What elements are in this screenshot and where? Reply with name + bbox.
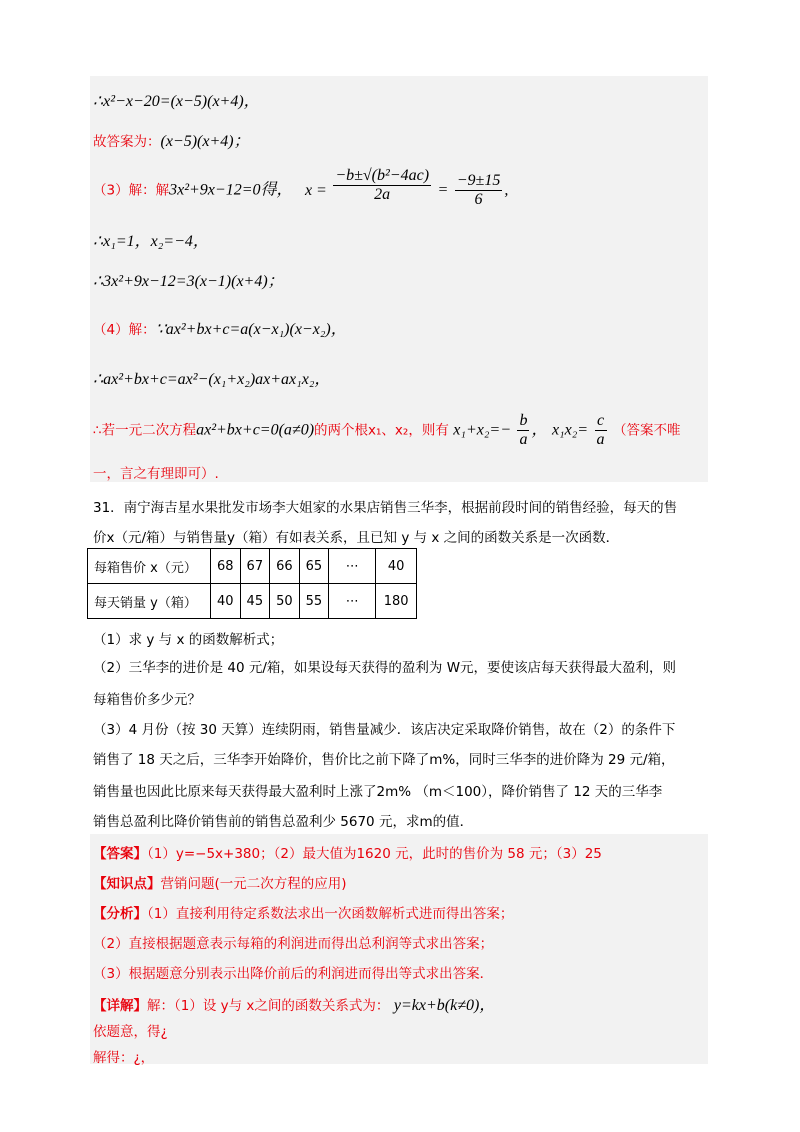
analysis-line-1 [93, 902, 513, 922]
line-factor-3: ∴3x²+9x−12=3(x−1)(x+4)； [93, 273, 284, 290]
numeric-fraction-denominator: 6 [474, 191, 483, 208]
part3-x-eq: x = [304, 181, 327, 199]
table-cell: 40 [211, 584, 241, 619]
line-conclusion-end: 一，言之有理即可）. [93, 466, 219, 482]
detail-line-1 [93, 992, 495, 1015]
quadratic-formula-numerator: −b±√(b²−4ac) [335, 167, 430, 184]
problem31-stem-2: 价x（元/箱）与销售量y（箱）有如表关系，且已知 y 与 x 之间的函数关系是一次函数． [93, 530, 620, 546]
conclusion-prefix: ∴若一元二次方程 [93, 422, 197, 439]
part4-label: （4）解： [93, 322, 156, 338]
detail-label: 【详解】 [93, 998, 147, 1014]
line-factor-result: ∴x²−x−20=(x−5)(x+4)， [93, 93, 260, 110]
analysis-line-3: （3）根据题意分别表示出降价前后的利润进而得出等式求出答案． [93, 966, 494, 982]
numeric-fraction-numerator: −9±15 [456, 172, 501, 189]
quadratic-formula-denominator: 2a [374, 186, 391, 203]
line-answer-is [93, 128, 250, 151]
detail-text-1: 解：（1）设 y与 x之间的函数关系式为： [147, 998, 390, 1014]
line-part4 [93, 316, 347, 339]
question-1: （1）求 y 与 x 的函数解析式； [93, 632, 284, 648]
detail-line-2: 依题意，得¿ [93, 1024, 168, 1040]
table-cell: 68 [211, 549, 241, 584]
table-cell: 180 [376, 584, 417, 619]
conclusion-sum: x₁+x₂=− [453, 421, 512, 439]
question-3-line-3: 销售量也因此比原来每天获得最大盈利时上涨了2m% （m＜100），降价销售了 12 天的三华李 [93, 784, 663, 800]
knowledge-label: 【知识点】 [93, 876, 161, 892]
table-cell: 55 [299, 584, 329, 619]
price-sales-table [87, 548, 417, 619]
knowledge-text: 营销问题(一元二次方程的应用) [160, 876, 347, 892]
part3-equation: 3x²+9x−12=0得， [169, 181, 293, 199]
analysis-line-2: （2）直接根据题意表示每箱的利润进而得出总利润等式求出答案； [93, 936, 494, 952]
question-2-line-2: 每箱售价多少元？ [93, 692, 201, 708]
detail-line-3: 解得：¿， [93, 1050, 155, 1066]
quadratic-formula-fraction [333, 167, 431, 204]
table-row [88, 549, 417, 584]
table-cell: ⋯ [329, 584, 376, 619]
sum-fraction: $\frac{b}{a}$ [519, 412, 528, 448]
line-expand: ∴ax²+bx+c=ax²−(x₁+x₂)ax+ax₁x₂， [93, 371, 331, 388]
question-2-line-1: （2）三华李的进价是 40 元/箱，如果设每天获得的盈利为 W元，要使该店每天获得最大盈利，则 [93, 660, 677, 676]
question-3-line-1: （3）4 月份（按 30 天算）连续阴雨，销售量减少．该店决定采取降价销售，故在（2）的条件下 [93, 722, 676, 738]
numeric-fraction [455, 172, 503, 209]
answer-is-math: (x−5)(x+4)； [160, 133, 250, 150]
answer-text: （1）y=−5x+380；（2）最大值为1620 元，此时的售价为 58 元；（3）25 [147, 846, 602, 862]
line-roots: ∴x₁=1，x₂=−4， [93, 233, 209, 250]
detail-equation: y=kx+b(k≠0)， [393, 997, 496, 1014]
line-part3: （3）解：解3x²+9x−12=0得， x = $\frac{\text{−b±√(b²−4ac)}}{2a}$ = $\frac{-9\pm 15}{6}$ , [93, 167, 509, 208]
table-cell: 每箱售价 x（元） [88, 549, 211, 584]
answer-label: 【答案】 [93, 846, 147, 862]
question-3-line-4: 销售总盈利比降价销售前的销售总盈利少 5670 元，求m的值． [93, 814, 474, 830]
table-cell: 65 [299, 549, 329, 584]
answer-is-label: 故答案为： [93, 134, 161, 150]
table-cell: 66 [270, 549, 300, 584]
table-cell: 45 [240, 584, 270, 619]
product-fraction: $\frac{c}{a}$ [596, 412, 605, 448]
line-conclusion: ∴若一元二次方程ax²+bx+c=0(a≠0)的两个根x₁、x₂，则有 x₁+x₂=− $\frac{b}{a}$ ， x₁x₂= $\frac{c}{a}$ （答案不唯 [93, 412, 681, 448]
question-3-line-2: 销售了 18 天之后，三华李开始降价，售价比之前下降了m%，同时三华李的进价降为 29 元/箱， [93, 752, 675, 768]
conclusion-product: x₁x₂= [551, 421, 589, 439]
table-cell: 50 [270, 584, 300, 619]
table-cell: ⋯ [329, 549, 376, 584]
conclusion-note: （答案不唯 [612, 422, 681, 439]
table-cell: 67 [240, 549, 270, 584]
part4-equation: ∵ax²+bx+c=a(x−x₁)(x−x₂)， [155, 321, 347, 338]
knowledge-line [93, 872, 347, 892]
conclusion-mid: 的两个根x₁、x₂，则有 [314, 422, 449, 439]
table-cell: 每天销量 y（箱） [88, 584, 211, 619]
analysis-text-1: （1）直接利用待定系数法求出一次函数解析式进而得出答案； [147, 906, 514, 922]
part3-label: （3）解：解 [93, 182, 170, 199]
conclusion-equation: ax²+bx+c=0(a≠0) [196, 421, 315, 439]
problem31-stem-1: 31．南宁海吉星水果批发市场李大姐家的水果店销售三华李，根据前段时间的销售经验，每天的售 [93, 500, 678, 516]
table-cell: 40 [376, 549, 417, 584]
answer-line [93, 842, 602, 862]
table-row [88, 584, 417, 619]
analysis-label: 【分析】 [93, 906, 147, 922]
